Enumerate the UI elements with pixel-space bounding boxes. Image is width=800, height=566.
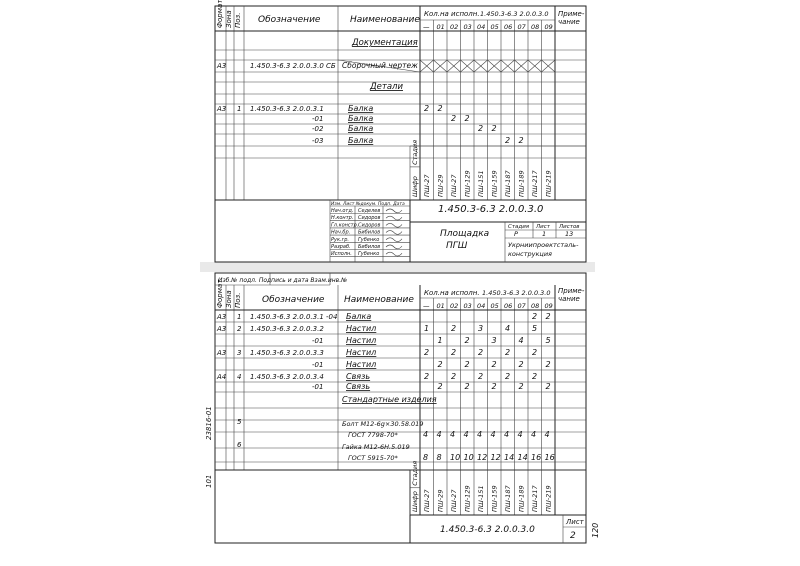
std-qty: 4 (436, 430, 442, 439)
row-qty: 2 (424, 104, 430, 113)
cipher-code: ПШ-219 (544, 485, 553, 512)
row-qty: 2 (464, 114, 470, 123)
cipher-label: Шифр (411, 491, 419, 512)
sheet-no: 2 (570, 531, 576, 541)
std-qty: 4 (463, 430, 469, 439)
row-pos: 1 (237, 105, 242, 113)
hdr-qty: Кол.на исполн. (424, 10, 480, 18)
row2-qty: 2 (532, 348, 538, 357)
stage-value: 13 (565, 230, 574, 238)
std-name-line1: Болт М12-6g×30.58.019 (342, 420, 424, 428)
row2-designation: 1.450.3-6.3 2.0.0.3.2 (250, 325, 324, 333)
row2-qty: 2 (491, 360, 497, 369)
qty-col-header: 08 (531, 23, 540, 31)
row2-format: A3 (217, 325, 227, 333)
row2-qty: 2 (451, 372, 457, 381)
cipher-code: ПШ-27 (450, 489, 458, 512)
stamp-code-2: 1.450.3-6.3 2.0.0.3.0 (440, 525, 535, 535)
row2-name: Настил (346, 348, 377, 357)
cipher-code: ПШ-29 (436, 174, 445, 197)
stamp-person: Бибилов (358, 244, 381, 250)
cipher-code: ПШ-189 (517, 485, 526, 512)
stamp-org-2: конструкция (508, 250, 552, 258)
row2-qty: 3 (491, 336, 497, 345)
hdr-note-1: Приме- (558, 10, 585, 18)
stamp-person: Сидоров (358, 215, 381, 222)
cipher-code: ПШ-159 (490, 170, 499, 197)
cipher-code: ПШ-27 (423, 489, 431, 512)
qty-col-header: — (423, 23, 430, 31)
signature (386, 223, 402, 227)
row2-qty: 4 (505, 324, 511, 333)
row2-name: Балка (346, 312, 372, 321)
cipher-code: ПШ-189 (517, 170, 526, 197)
row-name: Балка (348, 104, 374, 113)
sheet-label: Лист (566, 518, 584, 526)
stage-header: Листов (559, 224, 580, 230)
qty-col-header: 09 (544, 23, 553, 31)
row-name: Балка (348, 124, 374, 133)
hdr2-qty: Кол.на исполн. (424, 289, 480, 297)
hdr-note-2: чание (558, 18, 580, 26)
hdr2-designation: Обозначение (262, 295, 325, 305)
stamp-person: Губенко (358, 251, 380, 258)
std-qty: 4 (504, 430, 510, 439)
row2-designation: 1.450.3-6.3 2.0.0.3.1 -04 (250, 313, 338, 321)
row2-qty: 2 (505, 372, 511, 381)
qty-col-header: 03 (463, 302, 472, 310)
sheet-1-text (216, 0, 586, 258)
qty-col-header: 01 (436, 302, 445, 310)
row2-qty: 2 (505, 348, 511, 357)
signature (386, 238, 402, 242)
row2-qty: 2 (424, 372, 430, 381)
signature (386, 216, 402, 220)
stamp-role: Разраб. (331, 244, 351, 250)
row2-designation: 1.450.3-6.3 2.0.0.3.3 (250, 349, 324, 357)
qty-col-header: 01 (436, 23, 445, 31)
row2-qty: 2 (545, 312, 551, 321)
row2-format: A4 (217, 373, 227, 381)
doc-row-designation: 1.450.3-6.3 2.0.0.3.0 СБ (250, 62, 336, 70)
cipher-label: Шифр (411, 176, 419, 197)
row2-qty: 2 (478, 372, 484, 381)
hdr-name: Наименование (350, 15, 420, 25)
std-name-line1: Гайка М12-6Н.5.019 (342, 443, 410, 451)
qty-col-header: 07 (517, 302, 526, 310)
row2-qty: 2 (478, 348, 484, 357)
row2-qty: 2 (437, 360, 443, 369)
stage-value: 1 (542, 230, 547, 238)
row2-qty: 2 (424, 348, 430, 357)
hdr-zone: Зона (225, 10, 233, 28)
stamp-person: Губенко (358, 236, 380, 243)
margin-code: 23816-01 (205, 406, 213, 440)
std-qty: 4 (544, 430, 550, 439)
row2-qty: 2 (545, 360, 551, 369)
row2-qty: 1 (437, 336, 443, 345)
stamp-person: Седелев (358, 208, 381, 214)
qty-col-header: 08 (531, 302, 540, 310)
row2-pos: 1 (237, 313, 242, 321)
row2-qty: 2 (518, 360, 524, 369)
row2-pos: 3 (237, 349, 242, 357)
std-qty: 12 (490, 453, 501, 462)
stage-header: Стадия (508, 224, 530, 230)
stamp-title-line1: Площадка (440, 229, 490, 239)
qty-col-header: 04 (477, 23, 486, 31)
cipher-code: ПШ-129 (463, 170, 472, 197)
row-qty: 2 (478, 124, 484, 133)
hdr2-pos: Поз. (234, 292, 242, 308)
row2-qty: 2 (532, 372, 538, 381)
row-format: A3 (217, 105, 227, 113)
qty-col-header: 06 (504, 23, 513, 31)
std-qty: 4 (531, 430, 537, 439)
sheet2-top-row: Изб.№ подл. Подпись и дата Взам.инв.№ (218, 277, 348, 284)
std-pos: 6 (237, 441, 242, 449)
cipher-code: ПШ-29 (436, 489, 445, 512)
row2-qty: 2 (491, 382, 497, 391)
section-parts: Детали (370, 82, 403, 92)
row-qty: 2 (491, 124, 497, 133)
hdr2-note-1: Приме- (558, 287, 585, 295)
stamp-person: Сидоров (358, 222, 381, 229)
stamp-role: Гл.констр. (331, 222, 359, 229)
row2-format: A3 (217, 349, 227, 357)
std-qty: 4 (477, 430, 483, 439)
row2-qty: 2 (437, 382, 443, 391)
row2-qty: 5 (545, 336, 551, 345)
cipher-code: ПШ-217 (531, 485, 539, 512)
row2-qty: 2 (464, 382, 470, 391)
row-designation: -01 (312, 115, 324, 123)
row2-qty: 4 (518, 336, 524, 345)
stage-header: Лист (536, 224, 550, 230)
std-name-line2: ГОСТ 5915-70* (348, 454, 398, 462)
row-qty: 2 (505, 136, 511, 145)
cipher-code: ПШ-217 (531, 170, 539, 197)
std-qty: 10 (450, 453, 461, 462)
std-qty: 16 (544, 453, 555, 462)
stadia-label: Стадия (411, 460, 419, 486)
cipher-code: ПШ-187 (504, 485, 512, 512)
row-qty: 2 (518, 136, 524, 145)
row2-qty: 2 (545, 382, 551, 391)
row2-name: Настил (346, 324, 377, 333)
row2-qty: 2 (532, 312, 538, 321)
std-qty: 16 (531, 453, 542, 462)
cipher-code: ПШ-187 (504, 170, 512, 197)
hdr2-note-2: чание (558, 295, 580, 303)
cipher-code: ПШ-159 (490, 485, 499, 512)
stamp-code-1: 1.450.3-6.3 2.0.0.3.0 (438, 204, 544, 215)
row-name: Балка (348, 114, 374, 123)
page-no: 120 (591, 522, 600, 538)
row2-pos: 4 (237, 373, 242, 381)
row-designation: -02 (312, 125, 324, 133)
row2-qty: 2 (451, 348, 457, 357)
change-row: Изм. Лист №докум. Подп. Дата (331, 202, 405, 207)
hdr2-qty-code: 1.450.3-6.3 2.0.0.3.0 (482, 289, 551, 297)
std-qty: 4 (490, 430, 496, 439)
row-designation: -03 (312, 137, 324, 145)
hdr2-format: Формат (216, 279, 224, 308)
cipher-code: ПШ-129 (463, 485, 472, 512)
std-qty: 12 (477, 453, 488, 462)
cipher-code: ПШ-219 (544, 170, 553, 197)
hdr-designation: Обозначение (258, 15, 321, 25)
qty-col-header: 03 (463, 23, 472, 31)
row2-name: Связь (346, 372, 371, 381)
row2-qty: 1 (424, 324, 430, 333)
signature (386, 231, 402, 235)
row-qty: 2 (437, 104, 443, 113)
row2-name: Настил (346, 336, 377, 345)
hdr-format: Формат (216, 0, 224, 28)
std-name-line2: ГОСТ 7798-70* (348, 431, 398, 439)
doc-row-format: A3 (217, 62, 227, 70)
row2-pos: 2 (237, 325, 242, 333)
row2-qty: 2 (464, 336, 470, 345)
stamp-title-line2: ПГШ (446, 241, 468, 251)
cipher-code: ПШ-151 (477, 485, 485, 512)
section-documents: Документация (352, 38, 418, 48)
std-qty: 10 (463, 453, 474, 462)
hdr-qty-code: 1.450.3-6.3 2.0.0.3.0 (480, 10, 549, 18)
signature (386, 209, 402, 213)
qty-col-header: 09 (544, 302, 553, 310)
cipher-code: ПШ-27 (450, 174, 458, 197)
stamp-role: Нач.отд. (331, 208, 354, 214)
row-designation: 1.450.3-6.3 2.0.0.3.1 (250, 105, 324, 113)
std-qty: 4 (423, 430, 429, 439)
hdr2-zone: Зона (225, 290, 233, 308)
qty-col-header: 05 (490, 23, 499, 31)
stamp-role: Н.контр. (331, 215, 354, 222)
std-qty: 8 (436, 453, 442, 462)
row2-qty: 2 (451, 324, 457, 333)
row2-qty: 2 (518, 382, 524, 391)
row2-name: Связь (346, 382, 371, 391)
qty-col-header: 05 (490, 302, 499, 310)
stadia-label: Стадия (411, 139, 419, 165)
row-name: Балка (348, 136, 374, 145)
row2-qty: 5 (532, 324, 538, 333)
cipher-code: ПШ-151 (477, 170, 485, 197)
row2-qty: 2 (464, 360, 470, 369)
qty-col-header: 02 (450, 302, 459, 310)
section-standard: Стандартные изделия (342, 395, 437, 404)
sheet-2-text (205, 277, 600, 541)
signature (386, 245, 402, 249)
std-qty: 14 (517, 453, 528, 462)
row2-name: Настил (346, 360, 377, 369)
row2-format: A3 (217, 313, 227, 321)
doc-row-name: Сборочный чертеж (342, 61, 418, 70)
row2-designation: -01 (312, 361, 324, 369)
stamp-role: Исполн. (331, 251, 352, 258)
std-qty: 4 (517, 430, 523, 439)
hdr2-name: Наименование (344, 295, 414, 305)
stamp-org-1: Укрниипроектсталь- (508, 241, 579, 249)
qty-col-header: 07 (517, 23, 526, 31)
row2-qty: 3 (478, 324, 484, 333)
hdr-pos: Поз. (234, 12, 242, 28)
qty-col-header: 02 (450, 23, 459, 31)
stamp-person: Бибилов (358, 229, 381, 236)
stamp-role: Нач.бр. (331, 229, 351, 236)
stamp-role: Рук.гр. (331, 236, 349, 243)
row2-designation: 1.450.3-6.3 2.0.0.3.4 (250, 373, 324, 381)
row2-designation: -01 (312, 337, 324, 345)
cipher-code: ПШ-27 (423, 174, 431, 197)
qty-col-header: 06 (504, 302, 513, 310)
std-qty: 14 (504, 453, 515, 462)
qty-col-header: — (423, 302, 430, 310)
row2-designation: -01 (312, 383, 324, 391)
qty-col-header: 04 (477, 302, 486, 310)
std-pos: 5 (237, 418, 242, 426)
std-qty: 4 (450, 430, 456, 439)
std-qty: 8 (423, 453, 429, 462)
row-qty: 2 (451, 114, 457, 123)
stage-value: Р (514, 230, 518, 238)
signature (386, 252, 402, 256)
margin-no: 101 (205, 474, 213, 488)
